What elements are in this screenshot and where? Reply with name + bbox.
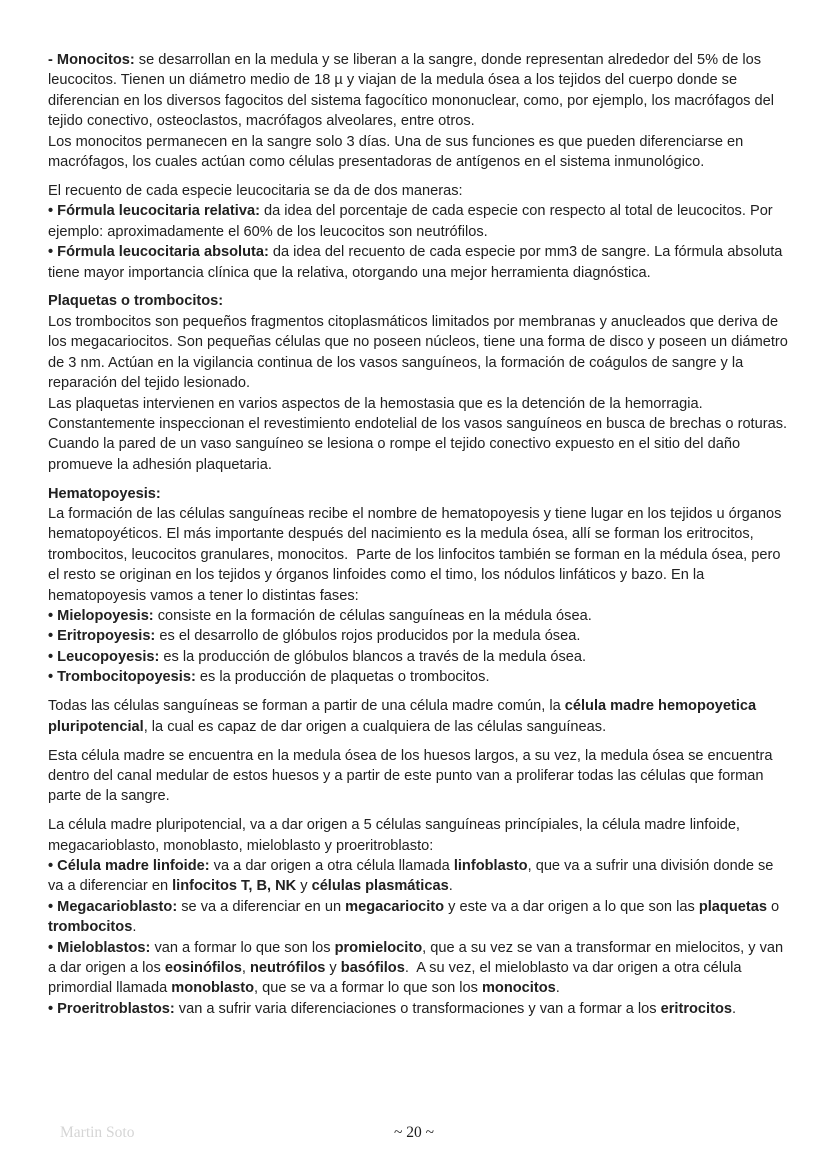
text-run: o xyxy=(766,898,784,915)
text-run: . xyxy=(448,878,453,895)
bold-text-run: • Fórmula leucocitaria absoluta: xyxy=(48,244,269,261)
bold-text-run: eritrocitos xyxy=(660,1000,732,1017)
bold-text-run: • Leucopoyesis: xyxy=(48,648,160,665)
bold-text-run: plaquetas xyxy=(698,898,767,915)
text-run: El recuento de cada especie leucocitaria se da de dos maneras: xyxy=(48,182,463,199)
footer-author: Martin Soto xyxy=(60,1124,135,1141)
text-run: . xyxy=(732,1000,737,1017)
bold-text-run: monocitos xyxy=(481,980,556,997)
text-run: La formación de las células sanguíneas recibe el nombre de hematopoyesis y tiene lugar en los tejidos u órganos hematopoyéticos. El más importante después del nacimiento es la medula ósea, allí se forman los eritrocitos, trombocitos, leucocitos granulares, monocitos. Parte de los linfocitos también se forman en la médula ósea, pero el resto se originan en los tejidos y órganos linfoides como el timo, los nódulos linfáticos y bazo. En la hematopoyesis vamos a tener lo distintas fases: xyxy=(48,506,786,604)
text-run: se va a diferenciar en un xyxy=(177,898,346,915)
bold-text-run: megacariocito xyxy=(345,898,445,915)
text-run: Todas las células sanguíneas se forman a partir de una célula madre común, la xyxy=(48,698,565,715)
bold-text-run: Plaquetas o trombocitos: xyxy=(48,293,224,310)
text-run: La célula madre pluripotencial, va a dar origen a 5 células sanguíneas princípiales, la célula madre linfoide, megacarioblasto, monoblasto, mieloblasto y proeritroblasto: xyxy=(48,817,745,854)
bold-text-run: neutrófilos xyxy=(249,960,326,977)
text-run: van a formar lo que son los xyxy=(150,939,335,956)
bold-text-run: • Megacarioblasto: xyxy=(48,898,178,915)
text-run: Las plaquetas intervienen en varios aspectos de la hemostasia que es la detención de la hemorragia. Constantemente inspeccionan el revestimiento endotelial de los vasos sanguíneos en busca de brechas o roturas. Cuando la pared de un vaso sanguíneo se lesiona o rompe el tejido conectivo expuesto en el sitio del daño promueve la adhesión plaquetaria. xyxy=(48,395,792,473)
bold-text-run: eosinófilos xyxy=(164,960,242,977)
paragraph xyxy=(48,696,789,737)
text-run: consiste en la formación de células sanguíneas en la médula ósea. xyxy=(153,608,592,625)
text-run: , xyxy=(241,960,250,977)
bold-text-run: célula madre hemopoyetica pluripotencial xyxy=(48,698,761,735)
page-footer xyxy=(0,1122,828,1144)
text-run: da idea del recuento de cada especie por mm3 de sangre. La fórmula absoluta tiene mayor importancia clínica que la relativa, otorgando una mejor herramienta diagnóstica. xyxy=(48,244,787,281)
paragraph xyxy=(48,815,789,1019)
bold-text-run: • Célula madre linfoide: xyxy=(48,858,210,875)
bold-text-run: linfocitos T, B, NK xyxy=(172,878,297,895)
bold-text-run: Hematopoyesis: xyxy=(48,485,161,502)
paragraph xyxy=(48,291,792,475)
text-run: y xyxy=(296,878,312,895)
text-run: es la producción de plaquetas o trombocitos. xyxy=(195,669,490,686)
bold-text-run: linfoblasto xyxy=(453,858,528,875)
bold-text-run: • Eritropoyesis: xyxy=(48,628,156,645)
text-run: , que a su vez se van a transformar en mielocitos, y van a dar origen a los xyxy=(48,939,788,977)
footer-page-number: ~ 20 ~ xyxy=(393,1124,435,1141)
paragraph xyxy=(48,181,789,283)
text-run: , que se va a formar lo que son los xyxy=(254,980,482,997)
text-run: Los monocitos permanecen en la sangre solo 3 días. Una de sus funciones es que pueden diferenciarse en macrófagos, los cuales actúan como células presentadoras de antígenos en el sistema inmunológico. xyxy=(48,133,748,171)
text-run: , que va a sufrir una división donde se va a diferenciar en xyxy=(48,858,778,895)
text-run: es la producción de glóbulos blancos a través de la medula ósea. xyxy=(159,648,587,665)
bold-text-run: basófilos xyxy=(340,960,405,977)
bold-text-run: • Fórmula leucocitaria relativa: xyxy=(48,203,260,220)
bold-text-run: células plasmáticas xyxy=(311,878,449,895)
bold-text-run: - Monocitos: xyxy=(48,52,135,68)
text-run: se desarrollan en la medula y se liberan a la sangre, donde representan alrededor del 5% de los leucocitos. Tienen un diámetro medio de 18 µ y viajan de la medula ósea a los tejidos del cuerpo donde se diferencian en los diversos fagocitos del sistema fagocítico mononuclear, como, por ejemplo, los macrófagos del tejido conectivo, osteoclastos, macrófagos alveolares, entre otros. xyxy=(48,52,779,130)
bold-text-run: • Mieloblastos: xyxy=(48,939,151,956)
text-run: y xyxy=(325,960,341,977)
text-run: . xyxy=(132,919,137,936)
document-body xyxy=(48,50,792,1019)
text-run: Los trombocitos son pequeños fragmentos citoplasmáticos limitados por membranas y anucleados que deriva de los megacariocitos. Son pequeñas células que no poseen núcleos, tiene una forma de disco y poseen un diámetro de 3 nm. Actúan en la vigilancia continua de los vasos sanguíneos, la formación de coágulos de sangre y la reparación del tejido lesionado. xyxy=(48,313,792,392)
paragraph xyxy=(48,484,789,688)
text-run: va a dar origen a otra célula llamada xyxy=(209,858,454,875)
text-run: Esta célula madre se encuentra en la medula ósea de los huesos largos, a su vez, la medula ósea se encuentra dentro del canal medular de estos huesos y a partir de este punto van a proliferar todas las células que forman parte de la sangre. xyxy=(48,747,777,805)
text-run: . A su vez, el mieloblasto va dar origen a otra célula primordial llamada xyxy=(48,960,746,997)
text-run: van a sufrir varia diferenciaciones o transformaciones y van a formar a los xyxy=(174,1000,661,1017)
bold-text-run: trombocitos xyxy=(48,919,133,936)
text-run: , la cual es capaz de dar origen a cualquiera de las células sanguíneas. xyxy=(143,718,607,735)
bold-text-run: • Mielopoyesis: xyxy=(48,608,154,625)
bold-text-run: monoblasto xyxy=(171,980,254,997)
bold-text-run: promielocito xyxy=(334,939,423,956)
bold-text-run: • Trombocitopoyesis: xyxy=(48,669,196,686)
bold-text-run: • Proeritroblastos: xyxy=(48,1000,175,1017)
text-run: y este va a dar origen a lo que son las xyxy=(444,898,699,915)
text-run: es el desarrollo de glóbulos rojos producidos por la medula ósea. xyxy=(155,628,581,645)
paragraph xyxy=(48,50,789,172)
paragraph xyxy=(48,746,789,807)
text-run: da idea del porcentaje de cada especie con respecto al total de leucocitos. Por ejemplo: aproximadamente el 60% de los leucocitos son neutrófilos. xyxy=(48,203,777,240)
text-run: . xyxy=(555,980,560,997)
